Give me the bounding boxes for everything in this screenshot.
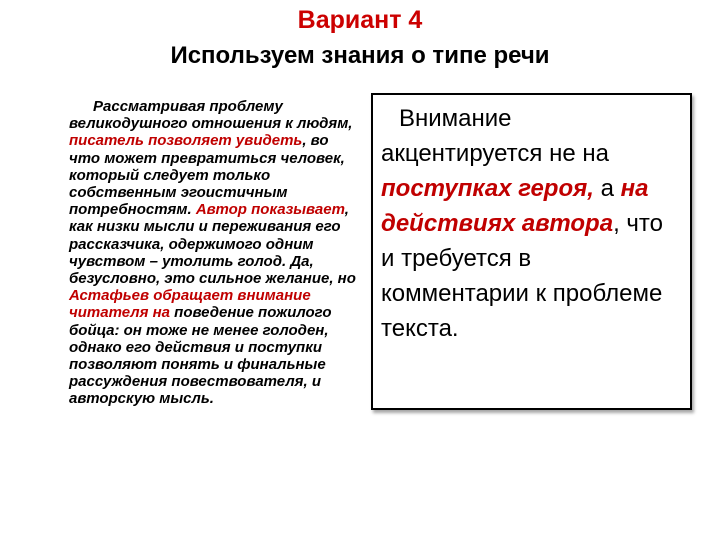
example-text-part: , во что может превратиться человек, который следует только собственным эгоистичным потребностям. xyxy=(69,132,345,219)
slide-title: Вариант 4 xyxy=(297,6,423,34)
box-text-part: , что и требуется в комментарии к проблеме текста. xyxy=(381,210,663,342)
box-highlight: поступках героя, xyxy=(381,175,594,202)
slide-subtitle: Используем знания о типе речи xyxy=(170,42,550,69)
box-text-part: а xyxy=(593,175,621,202)
commentary-box xyxy=(371,93,692,410)
example-text xyxy=(69,98,359,408)
example-text-part: Рассматривая проблему великодушного отношения к людям, xyxy=(69,98,353,133)
example-text-part: , как низки мысли и переживания его рассказчика, одержимого одним чувством – утолить голод. Да, безусловно, это сильное желание, но xyxy=(69,201,356,288)
example-text-part: поведение пожилого бойца: он тоже не менее голоден, однако его действия и поступки позволяют понять и финальные рассуждения повествователя, и авторскую мысль. xyxy=(69,304,332,408)
box-text-part: акцентируется не на xyxy=(381,140,609,167)
box-highlight: на действиях автора xyxy=(381,175,649,237)
highlight-phrase: Астафьев обращает внимание читателя на xyxy=(69,287,311,322)
highlight-phrase: писатель позволяет увидеть xyxy=(69,132,303,150)
highlight-phrase: Автор показывает xyxy=(195,201,345,219)
box-first-line: Внимание xyxy=(399,105,512,132)
